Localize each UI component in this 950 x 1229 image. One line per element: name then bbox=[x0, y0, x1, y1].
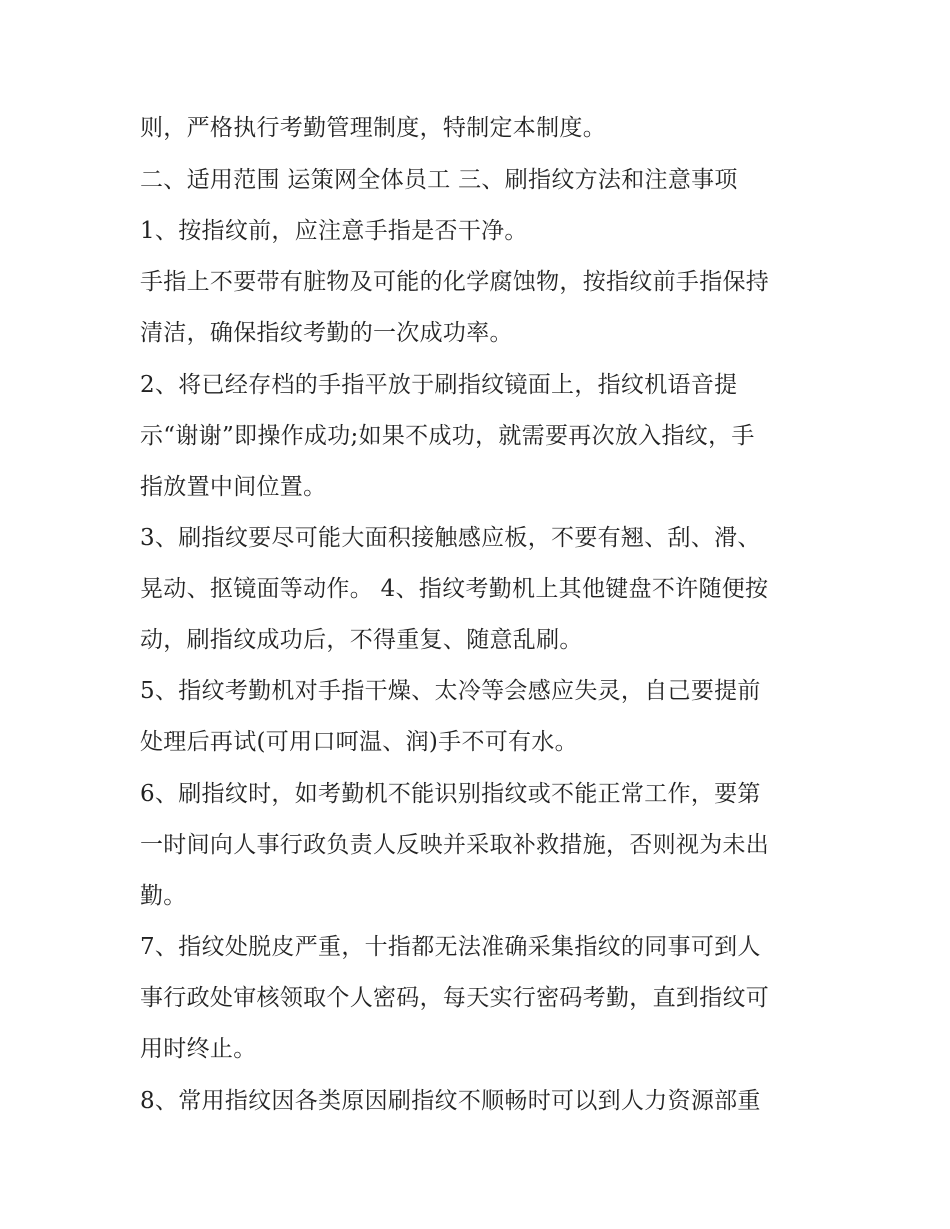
text-line: 用时终止。 bbox=[140, 1036, 257, 1062]
text-line: 晃动、抠镜面等动作。 4、指纹考勤机上其他键盘不许随便按 bbox=[140, 576, 769, 602]
text-line: 清洁，确保指纹考勤的一次成功率。 bbox=[140, 320, 513, 346]
text-line: 2、将已经存档的手指平放于刷指纹镜面上，指纹机语音提 bbox=[140, 372, 738, 398]
text-line: 3、刷指纹要尽可能大面积接触感应板，不要有翘、刮、滑、 bbox=[140, 525, 761, 551]
text-line: 二、适用范围 运策网全体员工 三、刷指纹方法和注意事项 bbox=[140, 167, 738, 193]
text-line: 勤。 bbox=[140, 883, 187, 909]
text-line: 处理后再试(可用口呵温、润)手不可有水。 bbox=[140, 729, 578, 755]
text-line: 事行政处审核领取个人密码，每天实行密码考勤，直到指纹可 bbox=[140, 985, 770, 1011]
text-line: 6、刷指纹时，如考勤机不能识别指纹或不能正常工作，要第 bbox=[140, 781, 761, 807]
text-line: 动，刷指纹成功后，不得重复、随意乱刷。 bbox=[140, 627, 583, 653]
text-line: 8、常用指纹因各类原因刷指纹不顺畅时可以到人力资源部重 bbox=[140, 1088, 761, 1114]
text-line: 7、指纹处脱皮严重，十指都无法准确采集指纹的同事可到人 bbox=[140, 934, 761, 960]
text-line: 则，严格执行考勤管理制度，特制定本制度。 bbox=[140, 115, 606, 141]
text-line: 1、按指纹前，应注意手指是否干净。 bbox=[140, 218, 528, 244]
text-line: 手指上不要带有脏物及可能的化学腐蚀物，按指纹前手指保持 bbox=[140, 269, 770, 295]
text-line: 示“谢谢”即操作成功;如果不成功，就需要再次放入指纹，手 bbox=[140, 423, 755, 449]
text-line: 5、指纹考勤机对手指干燥、太冷等会感应失灵，自己要提前 bbox=[140, 678, 761, 704]
text-line: 一时间向人事行政负责人反映并采取补救措施，否则视为未出 bbox=[140, 832, 770, 858]
text-line: 指放置中间位置。 bbox=[140, 474, 327, 500]
